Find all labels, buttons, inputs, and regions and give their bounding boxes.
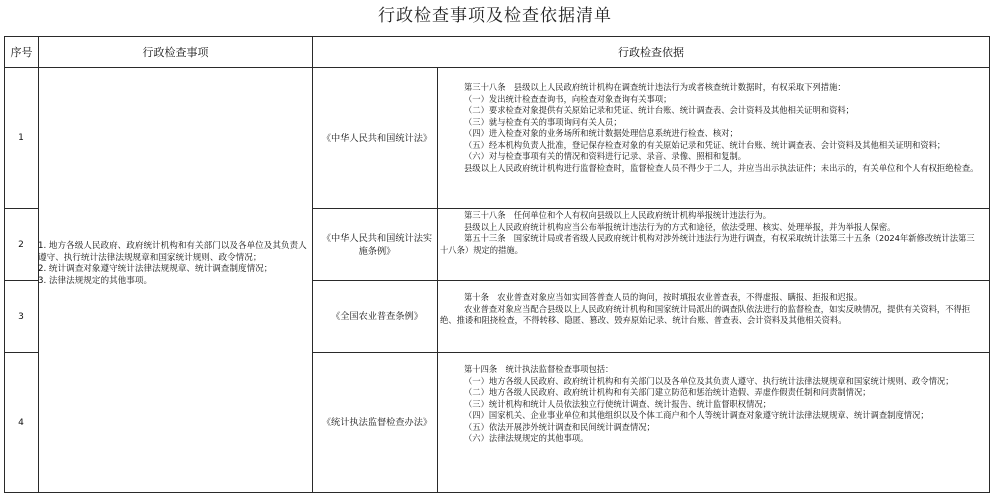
table-border [437,67,438,493]
basis-paragraph: （三）就与检查有关的事项询问有关人员； [464,116,622,127]
table-border [989,36,990,493]
inspection-item: 1. 地方各级人民政府、政府统计机构和有关部门以及各单位及其负责人遵守、执行统计法律法规规章和国家统计规则、政令情况； [38,241,307,263]
table-border [4,492,990,493]
header-items: 行政检查事项 [142,46,209,59]
inspection-items [38,241,310,287]
law-name: 《全国农业普查条例》 [331,311,423,322]
basis-cell [440,364,980,445]
row-number: 1 [18,133,24,143]
row-number: 4 [18,417,24,428]
law-name: 《统计执法监督检查办法》 [321,417,433,428]
row-number: 3 [18,311,24,322]
basis-paragraph: （五）依法开展涉外统计调查和民间统计调查情况； [464,421,655,432]
basis-paragraph: 第十四条 统计执法监督检查事项包括： [464,364,614,374]
basis-paragraph: （二）地方各级人民政府、政府统计机构和有关部门建立防范和惩治统计造假、弄虚作假责任制和问责制情况； [464,387,871,397]
inspection-item: 3. 法律法规规定的其他事项。 [38,275,153,286]
law-name: 《中华人民共和国统计法实施条例》 [321,232,433,257]
page-title: 行政检查事项及检查依据清单 [378,6,612,26]
inspection-item: 2. 统计调查对象遵守统计法律法规规章、统计调查制度情况； [38,264,273,274]
basis-paragraph: （四）国家机关、企业事业单位和其他组织以及个体工商户和个人等统计调查对象遵守统计法律法规规章、统计调查制度情况； [464,410,929,420]
basis-paragraph: 第十条 农业普查对象应当如实回答普查人员的询问，按时填报农业普查表，不得虚报、瞒报、拒报和迟报。 [464,292,863,302]
basis-paragraph: （二）要求检查对象提供有关原始记录和凭证、统计台账、统计调查表、会计资料及其他相关证明和资料； [464,105,854,115]
header-basis: 行政检查依据 [618,46,684,59]
basis-paragraph: （一）发出统计检查查询书，向检查对象查询有关事项； [464,93,672,104]
basis-paragraph: （六）对与检查事项有关的情况和资料进行记录、录音、录像、照相和复制。 [464,151,747,161]
basis-cell [440,210,980,256]
basis-paragraph: 农业普查对象应当配合县级以上人民政府统计机构和国家统计局派出的调查队依法进行的监督检查，如实反映情况，提供有关资料，不得拒绝、推诿和阻挠检查，不得转移、隐匿、篡改、毁弃原始记录、统计台账、普查表、会计资料及其他相关资料。 [440,303,971,325]
law-name: 《中华人民共和国统计法》 [321,132,433,144]
table-border [4,36,5,493]
basis-paragraph: （三）统计机构和统计人员依法独立行使统计调查、统计报告、统计监督职权情况； [464,398,771,409]
basis-paragraph: （六）法律法规规定的其他事项。 [464,433,589,443]
basis-paragraph: （四）进入检查对象的业务场所和统计数据处理信息系统进行检查、核对； [464,128,738,138]
basis-paragraph: 县级以上人民政府统计机构进行监督检查时，监督检查人员不得少于二人，并应当出示执法证件；未出示的，有关单位和个人有权拒绝检查。 [464,162,979,173]
basis-paragraph: 第五十三条 国家统计局或者省级人民政府统计机构对涉外统计违法行为进行调查，有权采取统计法第三十五条（2024年新修改统计法第三十八条）规定的措施。 [440,233,975,255]
basis-paragraph: 第三十八条 任何单位和个人有权向县级以上人民政府统计机构举报统计违法行为。 [464,210,771,220]
table-border [312,36,313,493]
basis-paragraph: （五）经本机构负责人批准，登记保存检查对象的有关原始记录和凭证、统计台账、统计调查表、会计资料及其他相关证明和资料； [464,139,946,150]
header-seq: 序号 [10,46,33,59]
basis-paragraph: 县级以上人民政府统计机构应当公布举报统计违法行为的方式和途径，依法受理、核实、处理举报，并为举报人保密。 [464,221,896,232]
row-number: 2 [18,239,24,250]
basis-cell [440,82,980,174]
basis-cell [440,292,980,327]
table-border [4,36,990,37]
basis-paragraph: （一）地方各级人民政府、政府统计机构和有关部门以及各单位及其负责人遵守、执行统计法律法规规章和国家统计规则、政令情况； [464,375,954,386]
table-border [4,67,990,68]
basis-paragraph: 第三十八条 县级以上人民政府统计机构在调查统计违法行为或者核查统计数据时，有权采取下列措施： [464,82,846,92]
